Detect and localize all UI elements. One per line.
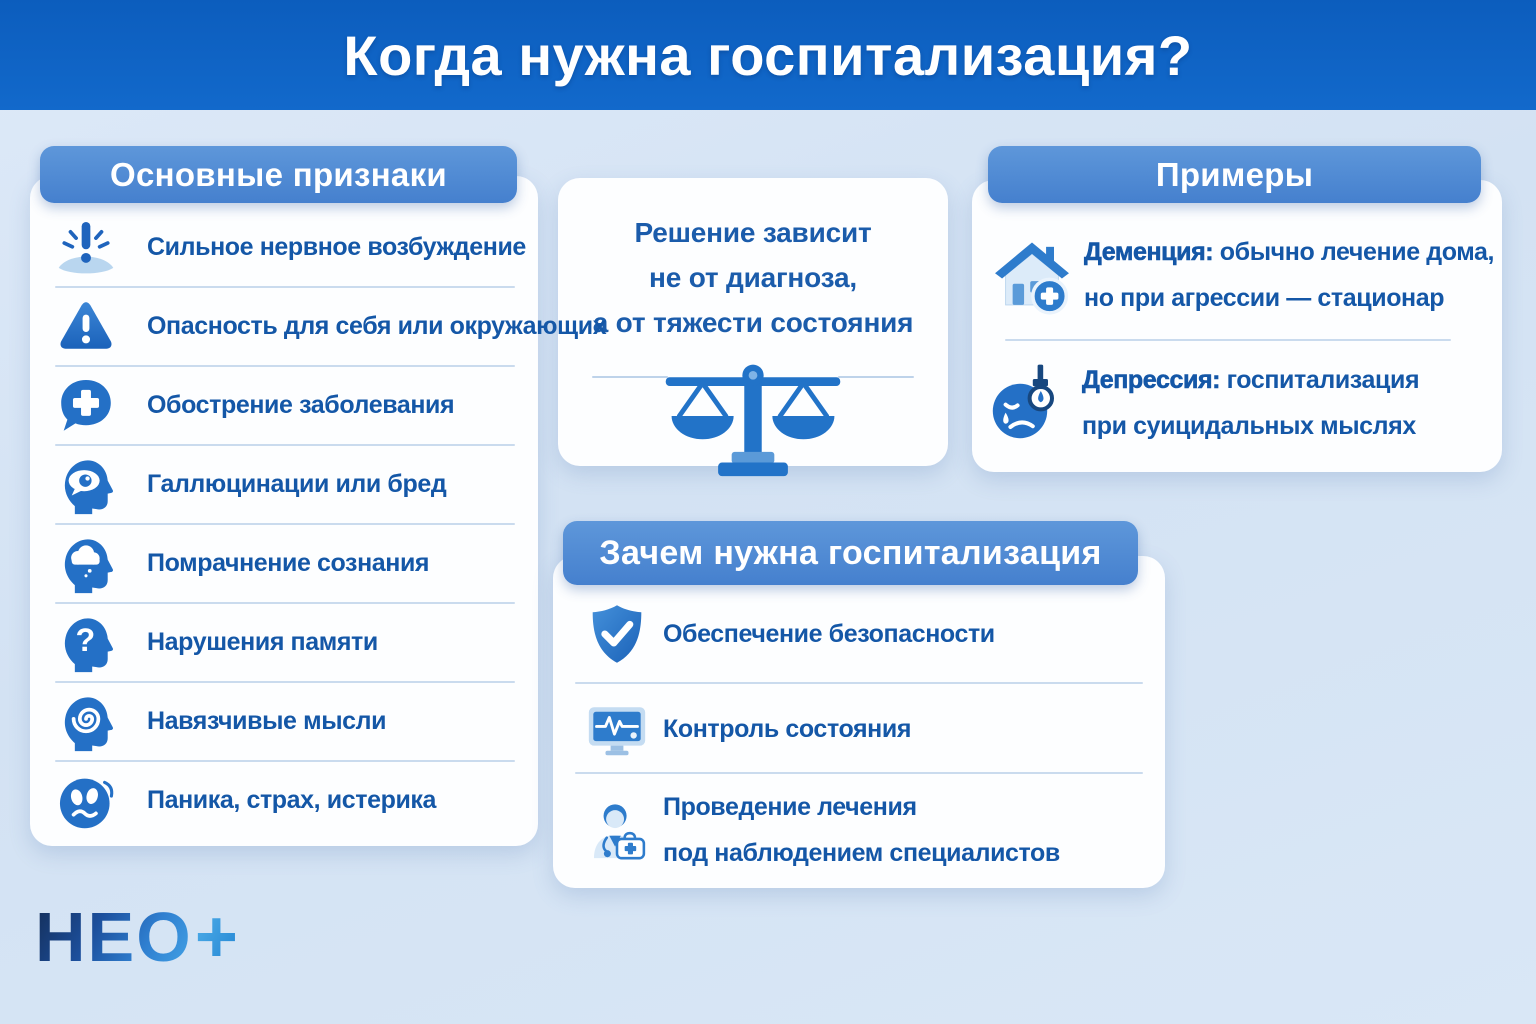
sign-row-memory xyxy=(30,604,538,681)
sign-row-exacerbation xyxy=(30,367,538,444)
example-term: Депрессия: xyxy=(1082,366,1221,394)
head-question-icon xyxy=(55,612,117,674)
sign-label: Навязчивые мысли xyxy=(147,707,387,735)
monitor-ecg-icon xyxy=(585,697,649,761)
decision-text xyxy=(558,210,948,345)
sign-label: Опасность для себя или окружающих xyxy=(147,312,607,340)
page-title: Когда нужна госпитализация? xyxy=(343,23,1193,87)
sign-row-confusion xyxy=(30,525,538,602)
purpose-line-1: Проведение лечения xyxy=(663,793,917,821)
purpose-panel-header: Зачем нужна госпитализация xyxy=(563,521,1138,585)
purpose-label: Контроль состояния xyxy=(663,715,912,743)
purpose-row-treatment xyxy=(585,778,1060,882)
examples-panel xyxy=(972,180,1502,472)
doctor-icon xyxy=(585,784,649,876)
medical-bubble-icon xyxy=(55,375,117,437)
example-text xyxy=(1082,357,1419,449)
divider xyxy=(575,682,1143,684)
sign-label: Помрачнение сознания xyxy=(147,549,430,577)
decision-card xyxy=(558,178,948,466)
head-eye-icon xyxy=(55,454,117,516)
crying-face-iv-icon xyxy=(988,357,1068,449)
sign-label: Обострение заболевания xyxy=(147,391,455,419)
sign-row-obsessions xyxy=(30,683,538,760)
example-line-2: но при агрессии — стационар xyxy=(1084,284,1445,312)
header-band xyxy=(0,0,1536,110)
sign-label: Нарушения памяти xyxy=(147,628,378,656)
signs-list xyxy=(30,209,607,839)
sign-row-panic xyxy=(30,762,538,839)
example-row-depression xyxy=(988,348,1419,458)
head-spiral-icon xyxy=(55,691,117,753)
example-line-1-rest: госпитализация xyxy=(1226,366,1420,394)
sign-row-agitation xyxy=(30,209,538,286)
example-line-1 xyxy=(1082,357,1419,403)
example-line-2: при суицидальных мыслях xyxy=(1082,412,1416,440)
decision-line-2: не от диагноза, xyxy=(649,262,857,293)
sign-row-hallucinations xyxy=(30,446,538,523)
sign-label: Паника, страх, истерика xyxy=(147,786,437,814)
signs-panel-header: Основные признаки xyxy=(40,146,517,203)
house-plus-icon xyxy=(988,231,1076,319)
decision-line-3: а от тяжести состояния xyxy=(592,307,914,338)
example-term: Деменция: xyxy=(1084,238,1214,266)
purpose-label: Обеспечение безопасности xyxy=(663,620,995,648)
example-text xyxy=(1084,229,1494,321)
logo xyxy=(35,894,238,979)
sign-label: Галлюцинации или бред xyxy=(147,470,447,498)
examples-panel-header: Примеры xyxy=(988,146,1481,203)
panic-face-icon xyxy=(55,770,117,832)
balance-scales-icon xyxy=(645,354,861,480)
burst-exclamation-icon xyxy=(55,217,117,279)
head-cloud-icon xyxy=(55,533,117,595)
warning-triangle-icon xyxy=(55,296,117,358)
example-line-1 xyxy=(1084,229,1494,275)
sign-row-danger xyxy=(30,288,607,365)
svg-text:?: ? xyxy=(75,621,96,658)
logo-plus-icon: + xyxy=(194,895,238,978)
purpose-line-2: под наблюдением специалистов xyxy=(663,839,1060,867)
shield-check-icon xyxy=(585,602,649,666)
decision-line-1: Решение зависит xyxy=(634,217,872,248)
divider xyxy=(575,772,1143,774)
purpose-label xyxy=(663,784,1060,876)
example-row-dementia xyxy=(988,220,1494,330)
logo-text: НЕО xyxy=(35,897,193,976)
purpose-row-monitoring xyxy=(585,688,911,770)
purpose-row-safety xyxy=(585,588,995,680)
example-line-1-rest: обычно лечение дома, xyxy=(1219,238,1495,266)
sign-label: Сильное нервное возбуждение xyxy=(147,233,526,261)
divider xyxy=(1005,339,1451,341)
purpose-panel xyxy=(553,556,1165,888)
